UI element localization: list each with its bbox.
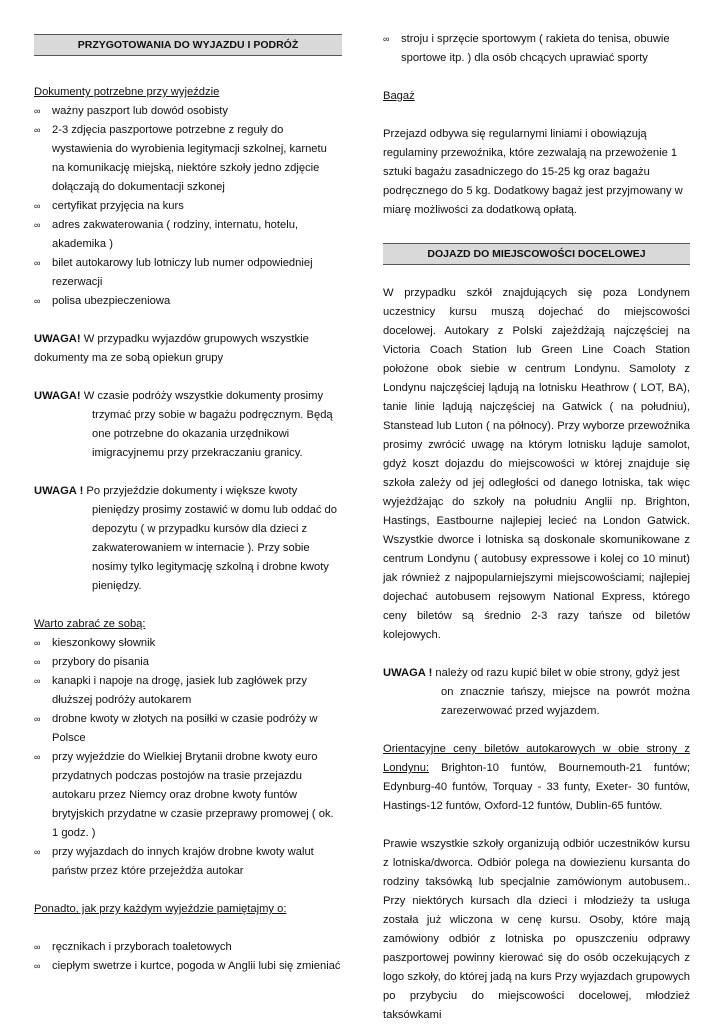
list-item-text: ciepłym swetrze i kurtce, pogoda w Anglii lubi się zmieniać <box>52 960 341 972</box>
take-along-title: Warto zabrać ze sobą: <box>34 618 146 630</box>
list-item <box>34 748 342 843</box>
list-item <box>34 938 342 957</box>
list-item-text: 2-3 zdjęcia paszportowe potrzebne z reguły do wystawienia do wyrobienia legitymacji szkolnej, karnetu na komunikację miejską, niektóre szkoły jedno zdjęcie dołączają do dokumentacji szkonej <box>52 124 327 193</box>
list-item <box>383 30 690 68</box>
warning-group-docs: UWAGA! W przypadku wyjazdów grupowych wszystkie dokumenty ma ze sobą opiekun grupy <box>34 333 309 364</box>
sport-list <box>383 30 690 68</box>
warning-arrival-rest: pieniędzy prosimy zostawić w domu lub oddać do depozytu ( w przypadku kursów dla dzieci z zakwaterowaniem w internacie ). Przy sobie nosimy tylko legitymację szkolną i drobne kwoty pieniędzy. <box>92 504 338 592</box>
luggage-text: Przejazd odbywa się regularnymi liniami i obowiązują regulaminy przewoźnika, które zezwalają na przewożenie 1 sztuki bagażu zasadniczego do 15-25 kg oraz bagażu podręcznego do 5 kg. Dodatkowy bagaż jest przyjmowany w miarę możliwości za dodatkową opłatą. <box>383 128 683 216</box>
list-item-text: przy wyjeździe do Wielkiej Brytanii drobne kwoty euro przydatnych podczas postojów na trasie przejazdu autokaru przez Niemcy oraz drobne kwoty funtów brytyjskich przydatne w czasie przeprawy promowej ( ok. 1 godz. ) <box>52 751 334 839</box>
list-item-text: ręcznikach i przyborach toaletowych <box>52 941 232 953</box>
list-item <box>34 710 342 748</box>
bullet-icon: ∞ <box>34 106 41 116</box>
list-item <box>34 121 342 197</box>
list-item-text: certyfikat przyjęcia na kurs <box>52 200 184 212</box>
list-item-text: przybory do pisania <box>52 656 150 668</box>
bullet-icon: ∞ <box>34 125 41 135</box>
bullet-icon: ∞ <box>34 258 41 268</box>
bullet-icon: ∞ <box>34 714 41 724</box>
bullet-icon: ∞ <box>34 296 41 306</box>
bullet-icon: ∞ <box>34 961 41 971</box>
warning-travel-docs: UWAGA! W czasie podróży wszystkie dokumenty prosimy <box>34 390 324 402</box>
section-heading-preparations: PRZYGOTOWANIA DO WYJAZDU I PODRÓŻ <box>34 34 342 56</box>
warning-ticket-rest: on znacznie tańszy, miejsce na powrót można zarezerwować przed wyjazdem. <box>441 686 690 717</box>
list-item-text: adres zakwaterowania ( rodziny, internatu, hotelu, akademika ) <box>52 219 299 250</box>
left-column <box>34 30 342 976</box>
remember-title: Ponadto, jak przy każdym wyjeździe pamiętajmy o: <box>34 903 287 915</box>
list-item-text: kanapki i napoje na drogę, jasiek lub zagłówek przy dłuższej podróży autokarem <box>52 675 307 706</box>
warning-ticket: UWAGA ! należy od razu kupić bilet w obie strony, gdyż jest <box>383 667 680 679</box>
bullet-icon: ∞ <box>34 201 41 211</box>
bullet-icon: ∞ <box>34 657 41 667</box>
bullet-icon: ∞ <box>34 220 41 230</box>
bullet-icon: ∞ <box>34 752 41 762</box>
bullet-icon: ∞ <box>34 847 41 857</box>
list-item-text: kieszonkowy słownik <box>52 637 156 649</box>
pickup-text: Prawie wszystkie szkoły organizują odbiór uczestników kursu z lotniska/dworca. Odbiór polega na dowiezienu kursanta do rodziny taksówką lub specjalnie zamówionym autobusem.. Przy niektórych kursach dla dzieci i młodzieży ta usługa została już wliczona w cenę kursu. Osoby, które mają zamówiony odbiór z lotniska po opuszczeniu odprawy paszportowej powinny kierować się do osób oczekujących z logo szkoły, do której jadą na kurs Przy wyjazdach grupowych po przybyciu do miejscowości docelowej, młodzież taksówkami <box>383 838 690 1021</box>
warning-travel-docs-rest: trzymać przy sobie w bagażu podręcznym. Będą one potrzebne do okazania urzędnikowi imigracyjnemu przy przekraczaniu granicy. <box>92 409 333 459</box>
bullet-icon: ∞ <box>34 942 41 952</box>
ticket-prices: Orientacyjne ceny biletów autokarowych w obie strony z Londynu: Brighton-10 funtów, Bournemouth-21 funtów; Edynburg-40 funtów, Torquay - 33 funty, Exeter- 30 funtów, Hastings-12 funtów, Oxford-12 funtów, Dublin-65 funtów. <box>383 743 690 812</box>
bullet-icon: ∞ <box>34 676 41 686</box>
list-item <box>34 216 342 254</box>
right-column <box>383 30 690 1025</box>
remember-list <box>34 938 342 976</box>
travel-text: W przypadku szkół znajdujących się poza Londynem uczestnicy kursu muszą dojechać do miejscowości docelowej. Autokary z Polski zajeżdżają najczęściej na Victoria Coach Station lub Green Line Coach Station położone obok siebie w centrum Londynu. Samoloty z Londynu najczęściej lądują na lotnisku Heathrow ( LOT, BA), tanie linie lądują najczęściej na Gatwick ( na południu), Stanstead lub Luton ( na północy). Przy wyborze przewoźnika prosimy zwrócić uwagę na którym lotnisku ląduje samolot, gdyż koszt dojazdu do miejscowości w której znajduje się szkoła zależy od jej odległości od danego lotniska, tak więc wyjeżdżając do szkoły na południu Anglii np. Brighton, Hastings, Eastbourne najlepiej lecieć na London Gatwick. Wszystkie dworce i lotniska są doskonale skomunikowane z centrum Londynu ( autobusy expressowe i kolej co 10 minut) jak również z najpopularniejszymi miejscowościami; najlepiej dojechać autobusem rejsowym National Express, którego ceny biletów są średnio 2-3 razy tańsze od biletów kolejowych. <box>383 287 690 641</box>
list-item <box>34 197 342 216</box>
warning-arrival: UWAGA ! Po przyjeździe dokumenty i większe kwoty <box>34 485 298 497</box>
list-item <box>34 843 342 881</box>
list-item-text: polisa ubezpieczeniowa <box>52 295 171 307</box>
section-heading-travel: DOJAZD DO MIEJSCOWOŚCI DOCELOWEJ <box>383 243 690 265</box>
take-along-list <box>34 634 342 881</box>
list-item-text: drobne kwoty w złotych na posiłki w czasie podróży w Polsce <box>52 713 318 744</box>
list-item <box>34 102 342 121</box>
list-item <box>34 653 342 672</box>
bullet-icon: ∞ <box>34 638 41 648</box>
list-item <box>34 672 342 710</box>
list-item <box>34 957 342 976</box>
list-item-text: stroju i sprzęcie sportowym ( rakieta do tenisa, obuwie sportowe itp. ) dla osób chcących uprawiać sporty <box>401 33 670 64</box>
list-item-text: ważny paszport lub dowód osobisty <box>52 105 228 117</box>
list-item-text: bilet autokarowy lub lotniczy lub numer odpowiedniej rezerwacji <box>52 257 313 288</box>
luggage-title: Bagaż <box>383 90 415 102</box>
list-item <box>34 292 342 311</box>
list-item <box>34 254 342 292</box>
list-item <box>34 634 342 653</box>
documents-list <box>34 102 342 311</box>
bullet-icon: ∞ <box>383 34 390 44</box>
list-item-text: przy wyjazdach do innych krajów drobne kwoty walut państw przez które przejeżdża autokar <box>52 846 314 877</box>
documents-title: Dokumenty potrzebne przy wyjeździe <box>34 86 220 98</box>
